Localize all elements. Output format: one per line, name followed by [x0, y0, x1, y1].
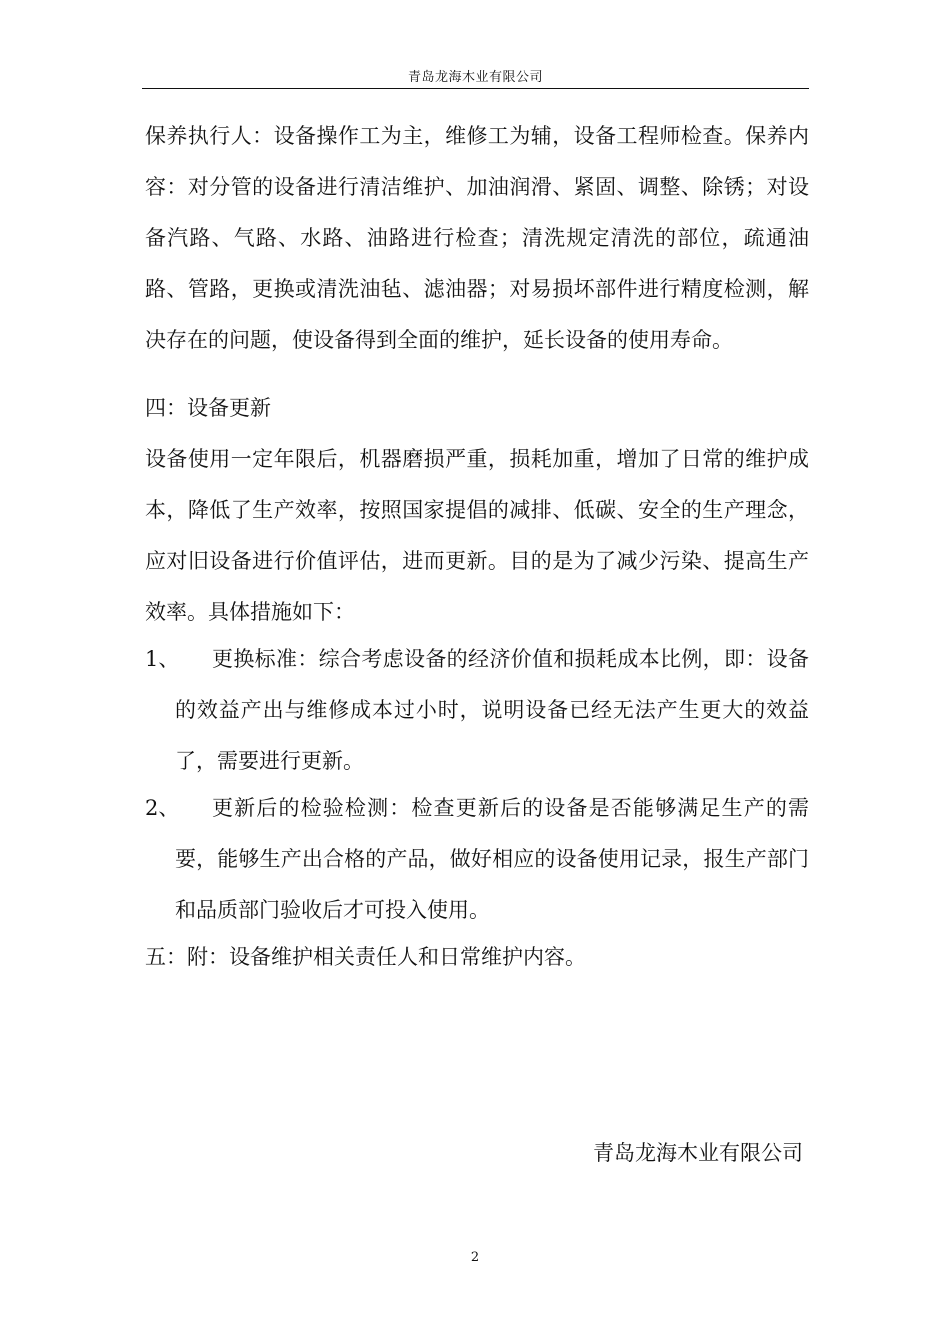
section-4-paragraph: 设备使用一定年限后，机器磨损严重，损耗加重，增加了日常的维护成本，降低了生产效率，按照国家提倡的减排、低碳、安全的生产理念，应对旧设备进行价值评估，进而更新。目的是为了减少污染、提高生产效率。具体措施如下： — [145, 447, 809, 624]
list-item-text: 更换标准：综合考虑设备的经济价值和损耗成本比例，即：设备的效益产出与维修成本过小时，说明设备已经无法产生更大的效益了，需要进行更新。 — [175, 647, 809, 773]
header-rule — [142, 88, 809, 89]
list-item-text: 更新后的检验检测：检查更新后的设备是否能够满足生产的需要，能够生产出合格的产品，做好相应的设备使用记录，报生产部门和品质部门验收后才可投入使用。 — [175, 796, 809, 922]
section-5-heading: 五：附：设备维护相关责任人和日常维护内容。 — [145, 945, 586, 969]
page-number: 2 — [470, 1250, 480, 1265]
list-item-number: 1、 — [145, 647, 180, 671]
list-item-number: 2、 — [145, 796, 180, 820]
list-item — [145, 783, 809, 936]
maintenance-paragraph: 保养执行人：设备操作工为主，维修工为辅，设备工程师检查。保养内容：对分管的设备进行清洁维护、加油润滑、紧固、调整、除锈；对设备汽路、气路、水路、油路进行检查；清洗规定清洗的部位，疏通油路、管路，更换或清洗油毡、滤油器；对易损坏部件进行精度检测，解决存在的问题，使设备得到全面的维护，延长设备的使用寿命。 — [145, 124, 809, 352]
company-signature: 青岛龙海木业有限公司 — [593, 1141, 803, 1165]
page-header: 青岛龙海木业有限公司 — [407, 70, 543, 85]
section-4-heading: 四：设备更新 — [145, 396, 271, 420]
list-item — [145, 634, 809, 787]
